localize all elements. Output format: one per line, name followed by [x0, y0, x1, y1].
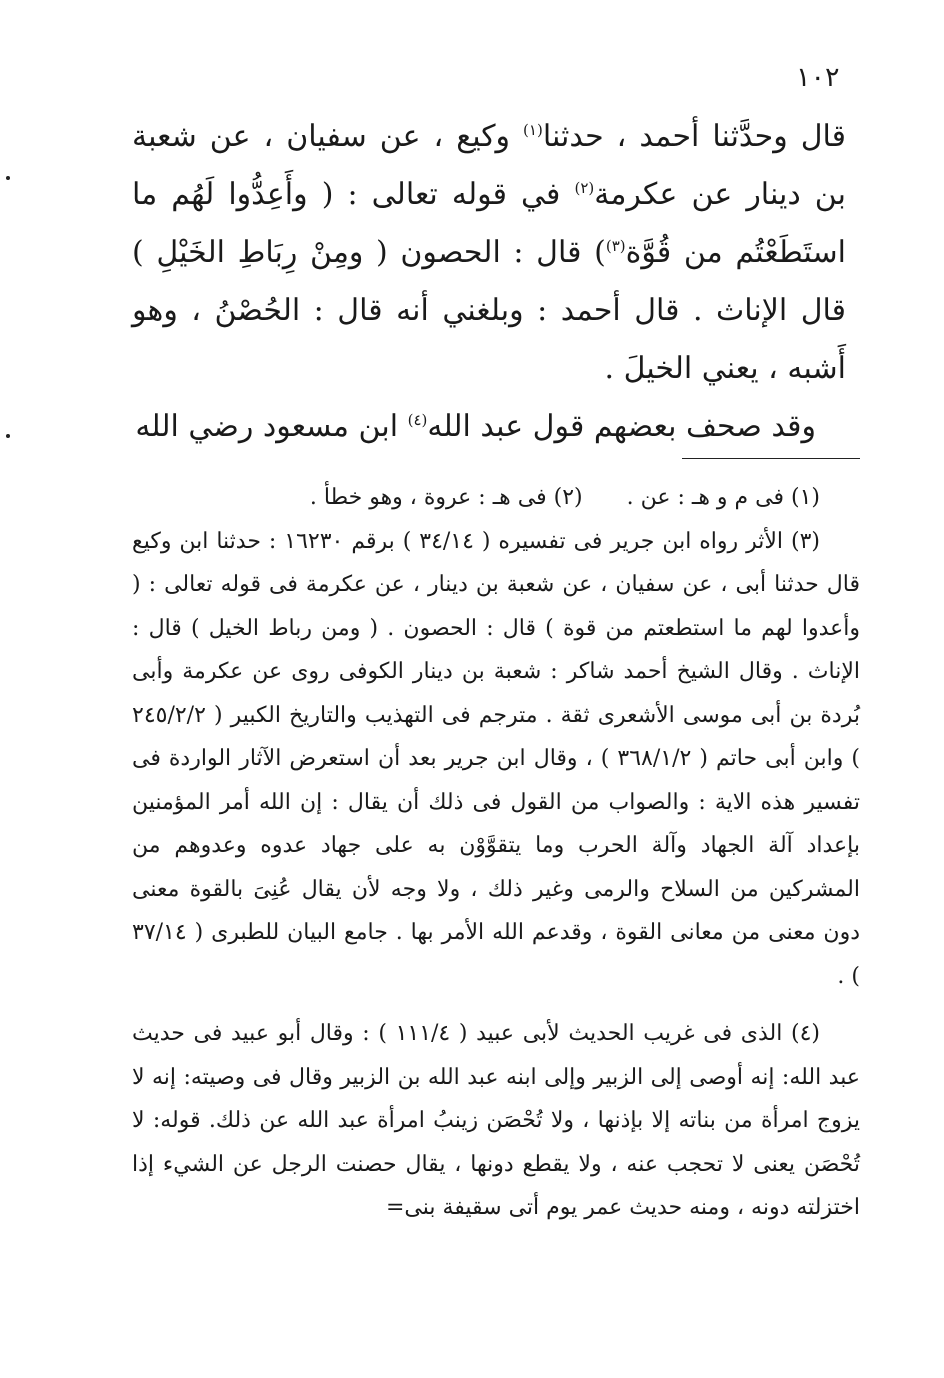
footnote-3: (٣) الأثر رواه ابن جرير فى تفسيره ( ٣٤/١٤ ) برقم ١٦٢٣٠ : حدثنا ابن وكيع قال حدثنا أبى ، عن سفيان ، عن شعبة بن دينار ، عن عكرمة فى قوله تعالى : ( وأعدوا لهم ما استطعتم من قوة ) قال : الحصون . ( ومن رباط الخيل ) قال : الإناث . وقال الشيخ أحمد شاكر : شعبة بن دينار الكوفى روى عن عكرمة وأبى بُردة بن أبى موسى الأشعرى ثقة . مترجم فى التهذيب والتاريخ الكبير ( ٢٤٥/٢/٢ ) وابن أبى حاتم ( ٣٦٨/١/٢ ) ، وقال ابن جرير بعد أن استعرض الآثار الواردة فى تفسير هذه الاية : والصواب من القول فى ذلك أن يقال : إن الله أمر المؤمنين بإعداد آلة الجهاد وآلة الحرب وما يتقوَّوْن به على جهاد عدوه وعدوهم من المشركين من السلاح والرمى وغير ذلك ، ولا وجه لأن يقال عُنِىَ بالقوة معنى دون معنى من معانى القوة ، وقدعم الله الأمر بها . جامع البيان للطبرى ( ٣٧/١٤ ) .: [132, 528, 860, 989]
main-paragraph-2: [132, 398, 846, 456]
footnote-line-1-2: [132, 476, 860, 520]
footnotes: [132, 476, 860, 1230]
footnote-divider: [682, 458, 860, 459]
main-text-segment: ) قال : الحصون ( ومِنْ رِبَاطِ الخَيْلِ ) قال الإناث . قال أحمد : وبلغني أنه قال : الحُصْنُ ، وهو أَشبه ، يعني الخيلَ .: [132, 235, 846, 386]
scan-mark: [6, 176, 10, 180]
page-number: ١٠٢: [796, 62, 840, 93]
main-text-segment: قال وحدَّثنا أحمد ، حدثنا: [542, 119, 846, 154]
footnote-4: (٤) الذى فى غريب الحديث لأبى عبيد ( ١١١/٤ ) : وقال أبو عبيد فى حديث عبد الله: إنه أوصى إلى الزبير وإلى ابنه عبد الله بن الزبير وقال فى وصيته: إنه لا يزوج امرأة من بناته إلا بإذنها ، ولا تُحْصَن زينبُ امرأة عبد الله عن ذلك. قوله: لا تُحْصَن يعنى لا تحجب عنه ، ولا يقطع دونها ، يقال حصنت الرجل عن الشيء إذا اختزلته دونه ، ومنه حديث عمر يوم أتى سقيفة بنى=: [132, 1021, 860, 1220]
footnote-ref-1[interactable]: (١): [523, 121, 543, 139]
footnote-1: (١) فى م و هـ : عن .: [626, 485, 820, 510]
footnote-ref-4[interactable]: (٤): [407, 411, 428, 429]
main-text-segment: وكيع ، عن سفيان ، عن شعبة بن دينار عن عكرمة: [132, 119, 846, 212]
main-paragraph-1: [132, 108, 846, 398]
main-text-segment: ابن مسعود رضي الله: [135, 409, 408, 444]
footnote-ref-2[interactable]: (٢): [574, 179, 595, 197]
footnote-2: (٢) فى هـ : عروة ، وهو خطأ .: [309, 485, 583, 510]
scan-mark: [6, 434, 10, 438]
main-text-segment: وقد صحف بعضهم قول عبد الله: [427, 409, 816, 444]
main-text: [132, 108, 846, 456]
footnote-ref-3[interactable]: (٣): [605, 237, 626, 255]
main-text-segment: في قوله تعالى : ( وأَعِدُّوا لَهُم ما استَطَعْتُم من قُوَّة: [132, 177, 846, 270]
